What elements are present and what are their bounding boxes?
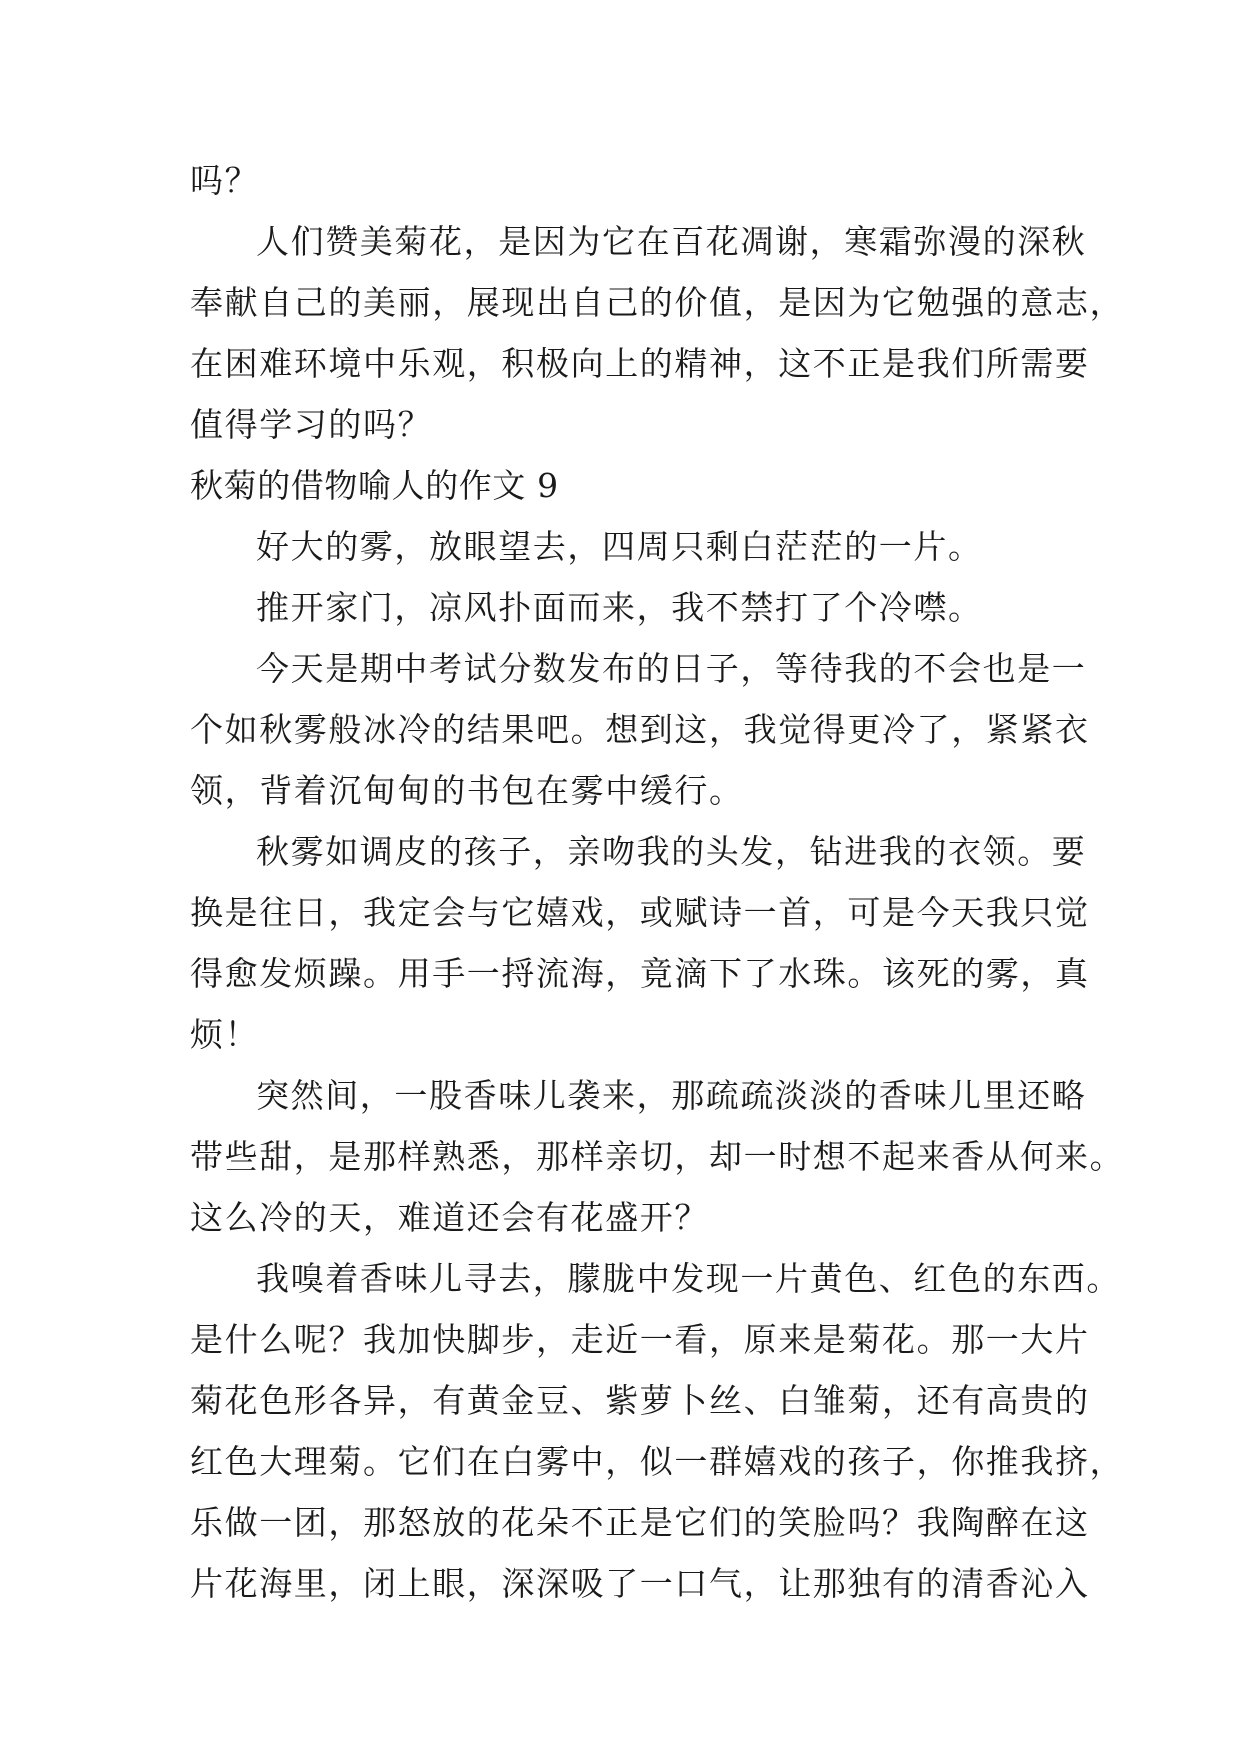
text-line: 换是往日，我定会与它嬉戏，或赋诗一首，可是今天我只觉	[190, 893, 1090, 932]
paragraph-start-line: 今天是期中考试分数发布的日子，等待我的不会也是一	[256, 649, 1087, 688]
text-line: 片花海里，闭上眼，深深吸了一口气，让那独有的清香沁入	[190, 1564, 1090, 1603]
text-line: 烦！	[190, 1015, 260, 1054]
text-line: 带些甜，是那样熟悉，那样亲切，却一时想不起来香从何来。	[190, 1137, 1125, 1176]
text-line: 吗？	[190, 161, 260, 200]
text-line: 在困难环境中乐观，积极向上的精神，这不正是我们所需要	[190, 344, 1090, 383]
text-line: 是什么呢？我加快脚步，走近一看，原来是菊花。那一大片	[190, 1320, 1090, 1359]
text-line: 这么冷的天，难道还会有花盛开？	[190, 1198, 709, 1237]
text-line: 个如秋雾般冰冷的结果吧。想到这，我觉得更冷了，紧紧衣	[190, 710, 1090, 749]
paragraph-start-line: 人们赞美菊花，是因为它在百花凋谢，寒霜弥漫的深秋	[256, 222, 1087, 261]
essay-body	[190, 150, 1125, 1614]
text-line: 值得学习的吗？	[190, 405, 433, 444]
paragraph-start-line: 突然间，一股香味儿袭来，那疏疏淡淡的香味儿里还略	[256, 1076, 1087, 1115]
paragraph-start-line: 秋雾如调皮的孩子，亲吻我的头发，钻进我的衣领。要	[256, 832, 1087, 871]
paragraph-start-line: 好大的雾，放眼望去，四周只剩白茫茫的一片。	[256, 527, 983, 566]
text-line: 菊花色形各异，有黄金豆、紫萝卜丝、白雏菊，还有高贵的	[190, 1381, 1090, 1420]
text-line: 奉献自己的美丽，展现出自己的价值，是因为它勉强的意志，	[190, 283, 1125, 322]
section-heading: 秋菊的借物喻人的作文 9	[190, 466, 559, 505]
text-line: 领，背着沉甸甸的书包在雾中缓行。	[190, 771, 744, 810]
text-line: 红色大理菊。它们在白雾中，似一群嬉戏的孩子，你推我挤，	[190, 1442, 1125, 1481]
paragraph-start-line: 我嗅着香味儿寻去，朦胧中发现一片黄色、红色的东西。	[256, 1259, 1121, 1298]
text-line: 乐做一团，那怒放的花朵不正是它们的笑脸吗？我陶醉在这	[190, 1503, 1090, 1542]
paragraph-start-line: 推开家门，凉风扑面而来，我不禁打了个冷噤。	[256, 588, 983, 627]
text-line: 得愈发烦躁。用手一捋流海，竟滴下了水珠。该死的雾，真	[190, 954, 1090, 993]
